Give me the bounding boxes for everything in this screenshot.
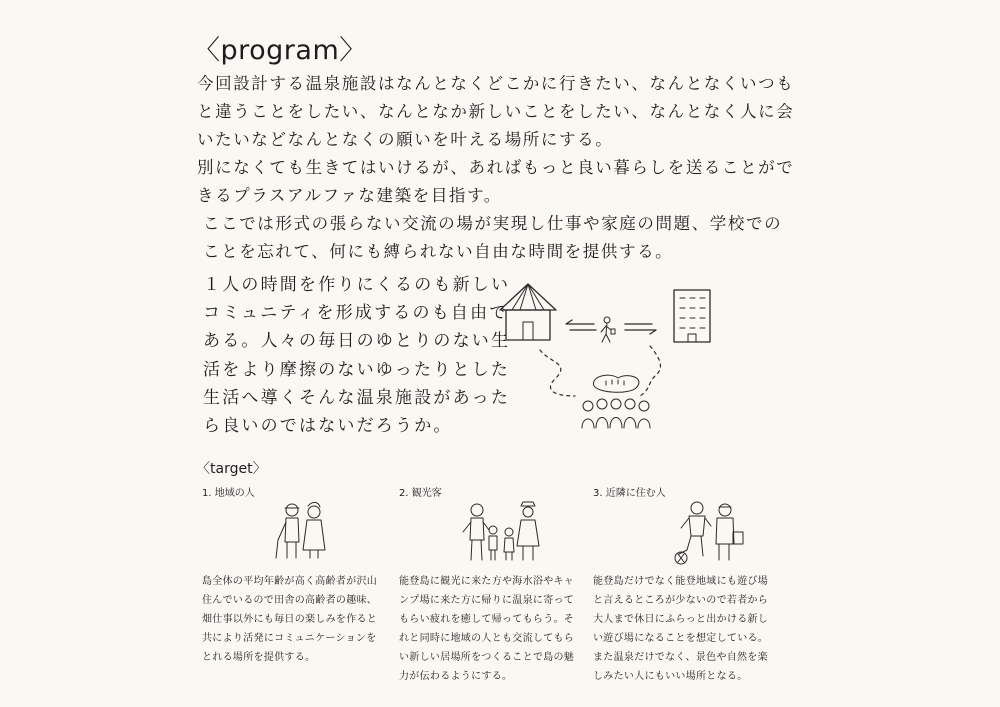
community-paragraph	[203, 271, 510, 440]
text-line: と違うことをしたい、なんとなか新しいことをしたい、なんとなく人に会	[197, 102, 795, 121]
target-label: 3. 近隣に住む人	[593, 488, 666, 499]
tourist-family-illustration	[459, 496, 549, 566]
target-local-residents	[202, 484, 382, 663]
concept-sketch-illustration	[490, 268, 730, 438]
target-description: 島全体の平均年齢が高く高齢者が沢山住んでいるので田舎の高齢者の趣味、畑仕事以外にも毎日の楽しみを作ると共により活発にコミュニケーションをとれる場所を提供する。	[202, 576, 378, 663]
target-label: 2. 観光客	[399, 488, 442, 499]
intro-paragraph	[197, 70, 794, 154]
text-line: いたいなどなんとなくの願いを叶える場所にする。	[197, 130, 614, 149]
text-line: ここでは形式の張らない交流の場が実現し仕事や家庭の問題、学校での	[203, 214, 783, 233]
target-label: 1. 地域の人	[202, 488, 255, 499]
house-sketch	[500, 284, 556, 340]
target-tourists	[399, 484, 579, 682]
text-line: 別になくても生きてはいけるが、あればもっと良い暮らしを送ることがで	[197, 158, 795, 177]
elderly-couple-illustration	[272, 496, 332, 566]
text-line: １人の時間を作りにくるのも新しい	[203, 275, 511, 295]
text-line: きるプラスアルファな建築を目指す。	[197, 186, 502, 205]
target-description: 能登島に観光に来た方や海水浴やキャンプ場に来た方に帰りに温泉に寄ってもらい疲れを癒して帰ってもらう。それと同時に地域の人とも交流してもらい新しい居場所をつくることで島の魅力が伝わるようにする。	[399, 576, 575, 682]
goal-paragraph	[197, 154, 794, 210]
target-description: 能登島だけでなく能登地域にも遊び場と言えるところが少ないので若者から大人まで休日にふらっと出かける新しい遊び場になることを想定している。また温泉だけでなく、景色や自然を楽しみたい人にもいい場所となる。	[593, 576, 769, 682]
exchange-paragraph	[203, 210, 782, 266]
walking-person-sketch	[601, 317, 615, 342]
text-line: ことを忘れて、何にも縛られない自由な時間を提供する。	[203, 242, 674, 261]
office-building-sketch	[674, 290, 710, 342]
gathering-people-sketch	[582, 375, 650, 428]
text-line: 生活へ導くそんな温泉施設があった	[203, 387, 511, 408]
youth-and-adult-illustration	[669, 496, 749, 566]
target-heading: 〈target〉	[196, 461, 267, 477]
text-line: コミュニティを形成するのも自由で	[203, 303, 509, 324]
text-line: 活をより摩擦のないゆったりとした	[203, 359, 511, 380]
text-line: 今回設計する温泉施設はなんとなくどこかに行きたい、なんとなくいつも	[197, 74, 795, 93]
page-title: 〈program〉	[193, 35, 367, 66]
dashed-paths-sketch	[540, 346, 660, 396]
text-line: ら良いのではないだろうか。	[203, 416, 453, 437]
target-nearby-residents	[593, 484, 773, 682]
text-line: ある。人々の毎日のゆとりのない生	[203, 331, 511, 352]
